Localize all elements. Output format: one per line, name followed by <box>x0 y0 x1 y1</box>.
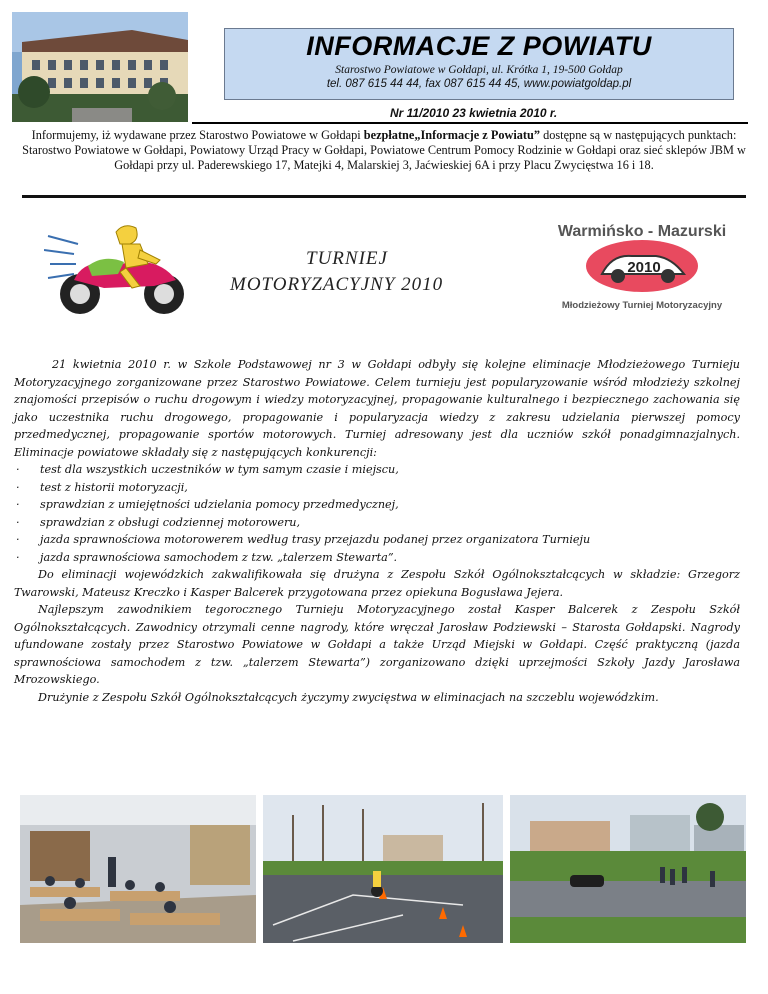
list-item: · test z historii motoryzacji, <box>14 479 740 497</box>
article-body <box>14 356 740 706</box>
list-item: · sprawdzian z obsługi codziennej motoroweru, <box>14 514 740 532</box>
logo-bottom-text: Młodzieżowy Turniej Motoryzacyjny <box>561 300 723 311</box>
tournament-logo <box>552 214 732 314</box>
publication-title: INFORMACJE Z POWIATU <box>306 31 652 61</box>
notice-text-2: dostępne są w następujących punktach: Starostwo Powiatowe w Gołdapi, Powiatowy Urząd Pracy w Gołdapi, Powiatowe Centrum Pomocy Rodzinie w Gołdapi oraz sieć sklepów JBM w Gołdapi przy ul. Paderewskiego 17, Matejki 4, Malarskiej 3, Jaćwieskiej 6A i przy Placu Zwycięstwa 16 i 18. <box>22 128 746 172</box>
article-paragraph-2: Do eliminacji wojewódzkich zakwalifikowała się drużyna z Zespołu Szkół Ogólnokształcących w składzie: Grzegorz Twarowski, Mateusz Kreczko i Kasper Balcerek przygotowana przez opiekuna Bogusława Jejera. <box>14 568 740 599</box>
list-item: · test dla wszystkich uczestników w tym samym czasie i miejscu, <box>14 461 740 479</box>
notice-text-1: Informujemy, iż wydawane przez Starostwo Powiatowe w Gołdapi <box>31 128 364 142</box>
list-item: · sprawdzian z umiejętności udzielania pomocy przedmedycznej, <box>14 496 740 514</box>
logo-year: 2010 <box>627 259 661 276</box>
starostwo-building-photo <box>12 12 188 122</box>
article-paragraph-1: 21 kwietnia 2010 r. w Szkole Podstawowej nr 3 w Gołdapi odbyły się kolejne eliminacje Młodzieżowego Turnieju Motoryzacyjnego zorganizowane przez Starostwo Powiatowe. Celem turnieju jest popularyzowanie wśród młodzieży szkolnej znajomości przepisów o ruchu drogowym i wiedzy motoryzacyjnej, propagowanie kulturalnego i bezpiecznego zachowania się jako uczestnika ruchu drogowego, propagowanie i popularyzacja wiedzy z zakresu udzielania pierwszej pomocy przedmedycznej, propagowanie sportów motorowych. Turniej adresowany jest dla uczniów szkół ponadgimnazjalnych. Eliminacje powiatowe składały się z następujących konkurencji: <box>14 358 740 459</box>
event-title <box>230 246 443 298</box>
car-course-photo <box>510 795 746 943</box>
list-item: · jazda sprawnościowa motorowerem według trasy przejazdu podanej przez organizatora Turnieju <box>14 531 740 549</box>
event-title-line-1: TURNIEJ <box>306 248 388 269</box>
classroom-test-photo <box>20 795 256 943</box>
masthead <box>224 28 734 100</box>
notice-bold: bezpłatne„Informacje z Powiatu” <box>363 128 541 142</box>
header-divider <box>192 122 748 124</box>
competition-list <box>14 461 740 566</box>
publisher-address: Starostwo Powiatowe w Gołdapi, ul. Krótka 1, 19-500 Gołdap <box>335 64 623 76</box>
motorcycle-course-photo <box>263 795 503 943</box>
logo-top-text: Warmińsko - Mazurski <box>557 223 727 240</box>
event-title-line-2: MOTORYZACYJNY 2010 <box>230 274 444 295</box>
motorcyclist-icon <box>44 214 194 319</box>
issue-number: Nr 11/2010 23 kwietnia 2010 r. <box>390 106 558 120</box>
article-paragraph-4: Drużynie z Zespołu Szkół Ogólnokształcących życzymy zwycięstwa w eliminacjach na szczeblu wojewódzkim. <box>38 690 659 704</box>
section-divider <box>22 195 746 198</box>
article-paragraph-3: Najlepszym zawodnikiem tegorocznego Turnieju Motoryzacyjnego został Kasper Balcerek z Zespołu Szkół Ogólnokształcących. Zawodnicy otrzymali cenne nagrody, które wręczał Jarosław Podziewski – Starosta Gołdapski. Nagrody ufundowane zostały przez Starostwo Powiatowe w Gołdapi a także Urząd Miejski w Gołdapi. Część praktyczną (jazda sprawnościowa samochodem z tzw. „talerzem Stewarta”) zorganizowano dzięki uprzejmości Szkoły Jazdy Jarosława Mrozowskiego. <box>14 603 740 686</box>
distribution-notice <box>22 128 746 173</box>
publisher-contact: tel. 087 615 44 44, fax 087 615 44 45, www.powiatgoldap.pl <box>326 78 632 90</box>
list-item: · jazda sprawnościowa samochodem z tzw. „talerzem Stewarta”. <box>14 549 740 567</box>
